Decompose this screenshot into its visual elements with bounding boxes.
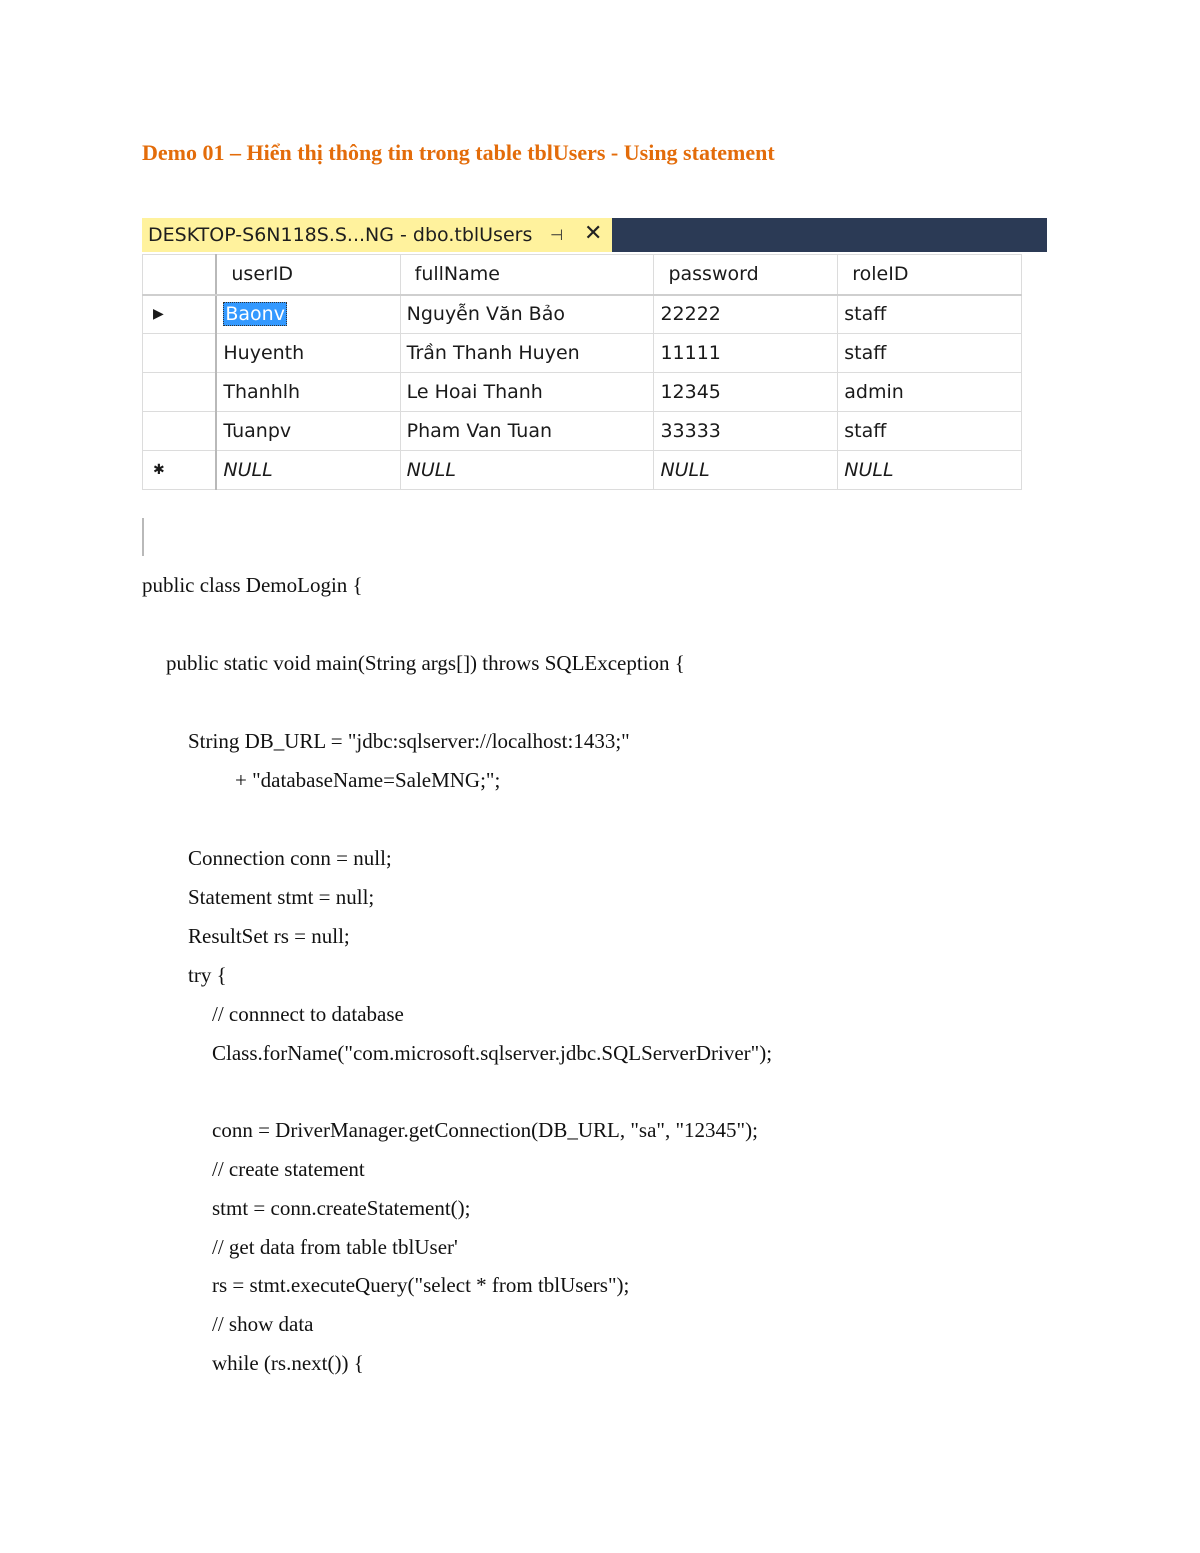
table-cell[interactable]: 33333 [654,412,838,451]
code-line: Statement stmt = null; [188,885,375,909]
code-line: String DB_URL = "jdbc:sqlserver://localhost:1433;" [188,729,630,753]
code-line: public class DemoLogin { [142,573,363,597]
code-line: conn = DriverManager.getConnection(DB_URL, "sa", "12345"); [212,1118,758,1142]
column-header-roleid[interactable]: roleID [838,255,1022,295]
column-header-password[interactable]: password [654,255,838,295]
users-table [142,254,1022,490]
table-cell[interactable]: 12345 [654,373,838,412]
table-row-new [143,451,1022,490]
table-cell[interactable]: 22222 [654,295,838,334]
table-cell-selected[interactable] [216,295,400,334]
table-cell[interactable]: staff [838,412,1022,451]
table-row [143,334,1022,373]
code-line: + "databaseName=SaleMNG;"; [235,768,501,792]
code-line: Connection conn = null; [188,846,392,870]
table-cell[interactable]: Tuanpv [216,412,400,451]
code-line: rs = stmt.executeQuery("select * from tblUsers"); [212,1273,630,1297]
corner-cell[interactable] [143,255,217,295]
selected-cell-text: Baonv [225,303,285,326]
code-line: // create statement [212,1157,365,1181]
row-header[interactable] [143,373,217,412]
code-line: ResultSet rs = null; [188,924,350,948]
grid-left-rule [142,518,144,556]
code-line: Class.forName("com.microsoft.sqlserver.jdbc.SQLServerDriver"); [212,1041,773,1065]
table-cell[interactable]: 11111 [654,334,838,373]
table-row [143,412,1022,451]
code-line: // show data [212,1312,314,1336]
table-cell[interactable]: Huyenth [216,334,400,373]
tab-title: DESKTOP-S6N118S.S...NG - dbo.tblUsers [148,224,533,246]
code-line: while (rs.next()) { [212,1351,364,1375]
table-row [143,295,1022,334]
results-grid-screenshot [142,218,1047,520]
table-header-row [143,255,1022,295]
table-cell[interactable]: staff [838,295,1022,334]
row-header[interactable] [143,412,217,451]
close-icon[interactable]: ✕ [584,221,603,246]
document-heading: Demo 01 – Hiển thị thông tin trong table tblUsers - Using statement [142,140,775,165]
current-row-arrow-icon[interactable]: ▶ [143,295,217,334]
code-line: try { [188,963,227,987]
table-cell[interactable]: Le Hoai Thanh [400,373,654,412]
tab-tblusers[interactable] [142,218,612,252]
table-cell[interactable]: Thanhlh [216,373,400,412]
table-cell[interactable]: admin [838,373,1022,412]
table-cell[interactable]: NULL [654,451,838,490]
pin-icon[interactable]: ⊣ [550,226,564,244]
table-cell[interactable]: staff [838,334,1022,373]
row-header[interactable] [143,334,217,373]
new-row-asterisk-icon[interactable]: ✱ [143,451,217,490]
table-row [143,373,1022,412]
table-cell[interactable]: Nguyễn Văn Bảo [400,295,654,334]
document-tab-bar [142,218,1047,252]
code-line: stmt = conn.createStatement(); [212,1196,471,1220]
code-line: public static void main(String args[]) throws SQLException { [166,651,685,675]
table-cell[interactable]: NULL [216,451,400,490]
table-cell[interactable]: Pham Van Tuan [400,412,654,451]
column-header-fullname[interactable]: fullName [400,255,654,295]
column-header-userid[interactable]: userID [216,255,400,295]
table-cell[interactable]: Trần Thanh Huyen [400,334,654,373]
table-cell[interactable]: NULL [400,451,654,490]
code-line: // connnect to database [212,1002,404,1026]
data-grid [142,254,1022,518]
code-line: // get data from table tblUser' [212,1235,458,1259]
table-cell[interactable]: NULL [838,451,1022,490]
